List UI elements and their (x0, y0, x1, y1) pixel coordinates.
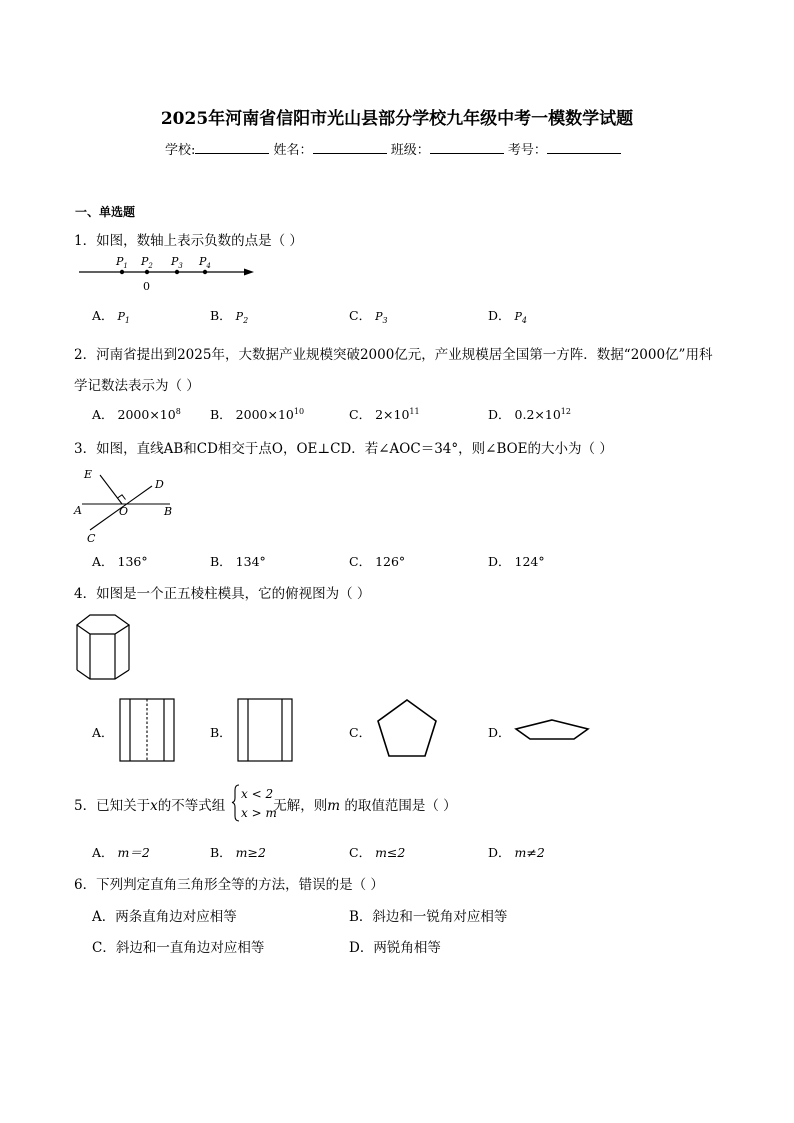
q1-option-a[interactable]: A． $P_1$ (92, 308, 131, 326)
q2-option-a[interactable]: A． $2000\times 10^8$ (92, 406, 181, 422)
q3-option-d[interactable]: D． 124° (488, 554, 545, 569)
q2-stem-line2: 学记数法表示为（ ） (74, 378, 200, 394)
q4-option-c-figure[interactable] (374, 696, 440, 762)
q1-label-p1: $P_1$ (116, 255, 128, 270)
q4-option-a-figure[interactable] (118, 697, 178, 763)
q5-option-a[interactable]: A． m＝2 (92, 845, 150, 860)
q2-option-c[interactable]: C． $2\times 10^{11}$ (349, 406, 420, 422)
q3-label-o: O (119, 505, 129, 518)
q6-option-a[interactable]: A．两条直角边对应相等 (92, 909, 237, 925)
q4-option-a-letter[interactable]: A． (92, 725, 114, 740)
q4-pentagonal-prism-figure (74, 612, 134, 684)
q3-intersecting-lines-figure (70, 464, 182, 544)
section-title: 一、单选题 (75, 205, 136, 219)
q6-option-d[interactable]: D．两锐角相等 (349, 940, 441, 956)
q1-option-d[interactable]: D． $P_4$ (488, 308, 528, 326)
q6-stem: 6．下列判定直角三角形全等的方法，错误的是（ ） (74, 877, 384, 893)
q1-label-p3: $P_3$ (171, 255, 183, 270)
q1-origin-label: 0 (143, 280, 150, 293)
q1-option-b[interactable]: B． $P_2$ (210, 308, 249, 326)
name-label: 姓名： (273, 143, 313, 158)
q6-option-c[interactable]: C．斜边和一直角边对应相等 (92, 940, 265, 956)
q1-point-p2 (145, 270, 149, 274)
q1-option-c[interactable]: C． $P_3$ (349, 308, 388, 326)
q5-var-m: m (327, 798, 341, 814)
q6-option-b[interactable]: B．斜边和一锐角对应相等 (349, 909, 508, 925)
q1-point-p4 (203, 270, 207, 274)
q5-system-line1: x < 2 (241, 787, 274, 801)
q1-label-p4: $P_4$ (199, 255, 211, 270)
q4-option-c-letter[interactable]: C． (349, 725, 372, 740)
q1-number-line-figure (74, 252, 264, 296)
school-label: 学校: (165, 143, 196, 158)
q3-option-a[interactable]: A． 136° (92, 554, 148, 569)
q3-label-e: E (84, 468, 93, 481)
student-info-line (165, 139, 621, 158)
q3-label-b: B (164, 505, 173, 518)
exam-number-label: 考号： (507, 143, 547, 158)
page-title: 2025年河南省信阳市光山县部分学校九年级中考一模数学试题 (160, 109, 634, 129)
q5-option-c[interactable]: C． m≤2 (349, 845, 406, 860)
q4-option-d-figure[interactable] (513, 717, 591, 743)
name-blank (313, 141, 387, 154)
q3-label-a: A (74, 504, 82, 517)
q2-stem-line1: 2．河南省提出到2025年，大数据产业规模突破2000亿元，产业规模居全国第一方阵．数据“2000亿”用科 (74, 347, 713, 363)
q1-label-p2: $P_2$ (141, 255, 153, 270)
q5-option-d[interactable]: D． m≠2 (488, 845, 545, 860)
q1-point-p3 (175, 270, 179, 274)
class-blank (430, 141, 504, 154)
class-label: 班级： (390, 143, 430, 158)
q5-system-line2: x > m (241, 806, 277, 820)
q5-inequality-system (232, 783, 282, 823)
q2-option-b[interactable]: B． $2000\times 10^{10}$ (210, 406, 305, 422)
q1-point-p1 (120, 270, 124, 274)
q4-stem: 4．如图是一个正五棱柱模具，它的俯视图为（ ） (74, 586, 371, 602)
exam-number-blank (547, 141, 621, 154)
q3-option-b[interactable]: B． 134° (210, 554, 266, 569)
q3-label-d: D (155, 478, 164, 491)
q3-option-c[interactable]: C． 126° (349, 554, 406, 569)
q3-label-c: C (87, 532, 96, 545)
q5-var-x: x (150, 798, 158, 814)
q4-option-d-letter[interactable]: D． (488, 725, 511, 740)
q5-option-b[interactable]: B． m≥2 (210, 845, 266, 860)
q1-stem: 1．如图，数轴上表示负数的点是（ ） (74, 233, 303, 249)
q4-option-b-figure[interactable] (236, 697, 296, 763)
q2-option-d[interactable]: D． $0.2\times 10^{12}$ (488, 406, 571, 422)
q3-stem: 3．如图，直线AB和CD相交于点O，OE⊥CD．若∠AOC＝34°，则∠BOE的大小为（ ） (74, 441, 613, 457)
q4-option-b-letter[interactable]: B． (210, 725, 232, 740)
q5-stem: 5．已知关于x的不等式组 无解，则m 的取值范围是（ ） (74, 798, 457, 814)
school-blank (195, 141, 269, 154)
